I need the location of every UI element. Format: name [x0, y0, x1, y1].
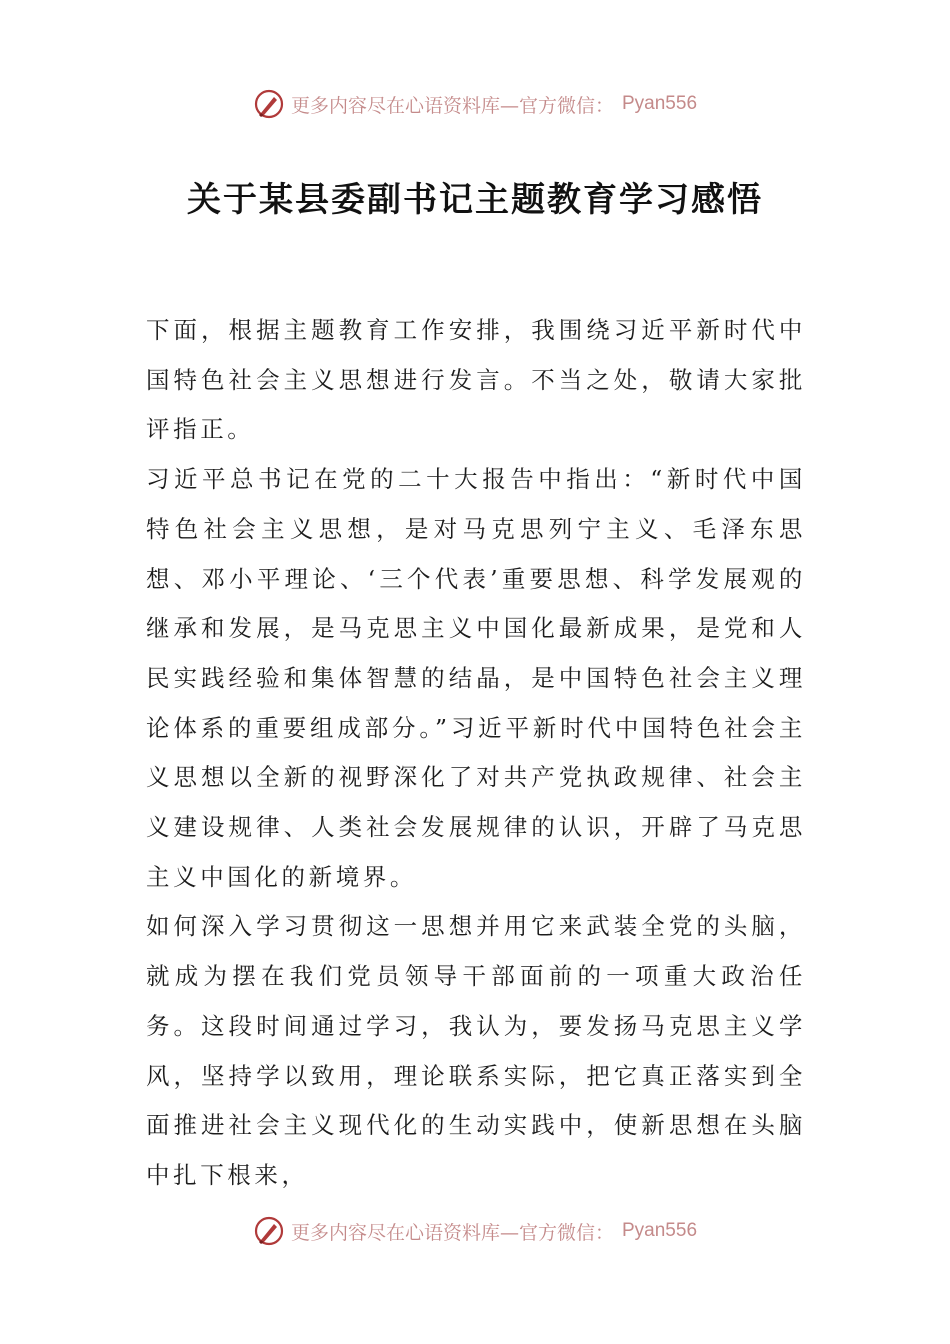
watermark-text: 更多内容尽在心语资料库—官方微信：: [290, 1221, 614, 1244]
paragraph: 习近平总书记在党的二十大报告中指出：“新时代中国特色社会主义思想，是对马克思列宁主义、毛泽东思想、邓小平理论、‘三个代表’重要思想、科学发展观的继承和发展，是马克思主义中国化最新成果，是党和人民实践经验和集体智慧的结晶，是中国特色社会主义理论体系的重要组成部分。”习近平新时代中国特色社会主义思想以全新的视野深化了对共产党执政规律、社会主义建设规律、人类社会发展规律的认识，开辟了马克思主义中国化的新境界。: [146, 465, 806, 891]
watermark-wechat-id: Pyan556: [622, 1220, 698, 1241]
watermark-wechat-id: Pyan556: [622, 93, 698, 114]
document-body: [146, 306, 806, 1201]
footer-watermark: [0, 1211, 950, 1251]
document-title: 关于某县委副书记主题教育学习感悟: [187, 180, 763, 220]
watermark-text: 更多内容尽在心语资料库—官方微信：: [290, 94, 614, 117]
paragraph: 如何深入学习贯彻这一思想并用它来武装全党的头脑，就成为摆在我们党员领导干部面前的一项重大政治任务。这段时间通过学习，我认为，要发扬马克思主义学风，坚持学以致用，理论联系实际，把它真正落实到全面推进社会主义现代化的生动实践中，使新思想在头脑中扎下根来，: [146, 912, 806, 1189]
pen-logo-icon: [253, 1215, 285, 1247]
header-watermark: [0, 84, 950, 124]
pen-logo-icon: [253, 88, 285, 120]
paragraph: 下面，根据主题教育工作安排，我围绕习近平新时代中国特色社会主义思想进行发言。不当之处，敬请大家批评指正。: [146, 316, 806, 444]
